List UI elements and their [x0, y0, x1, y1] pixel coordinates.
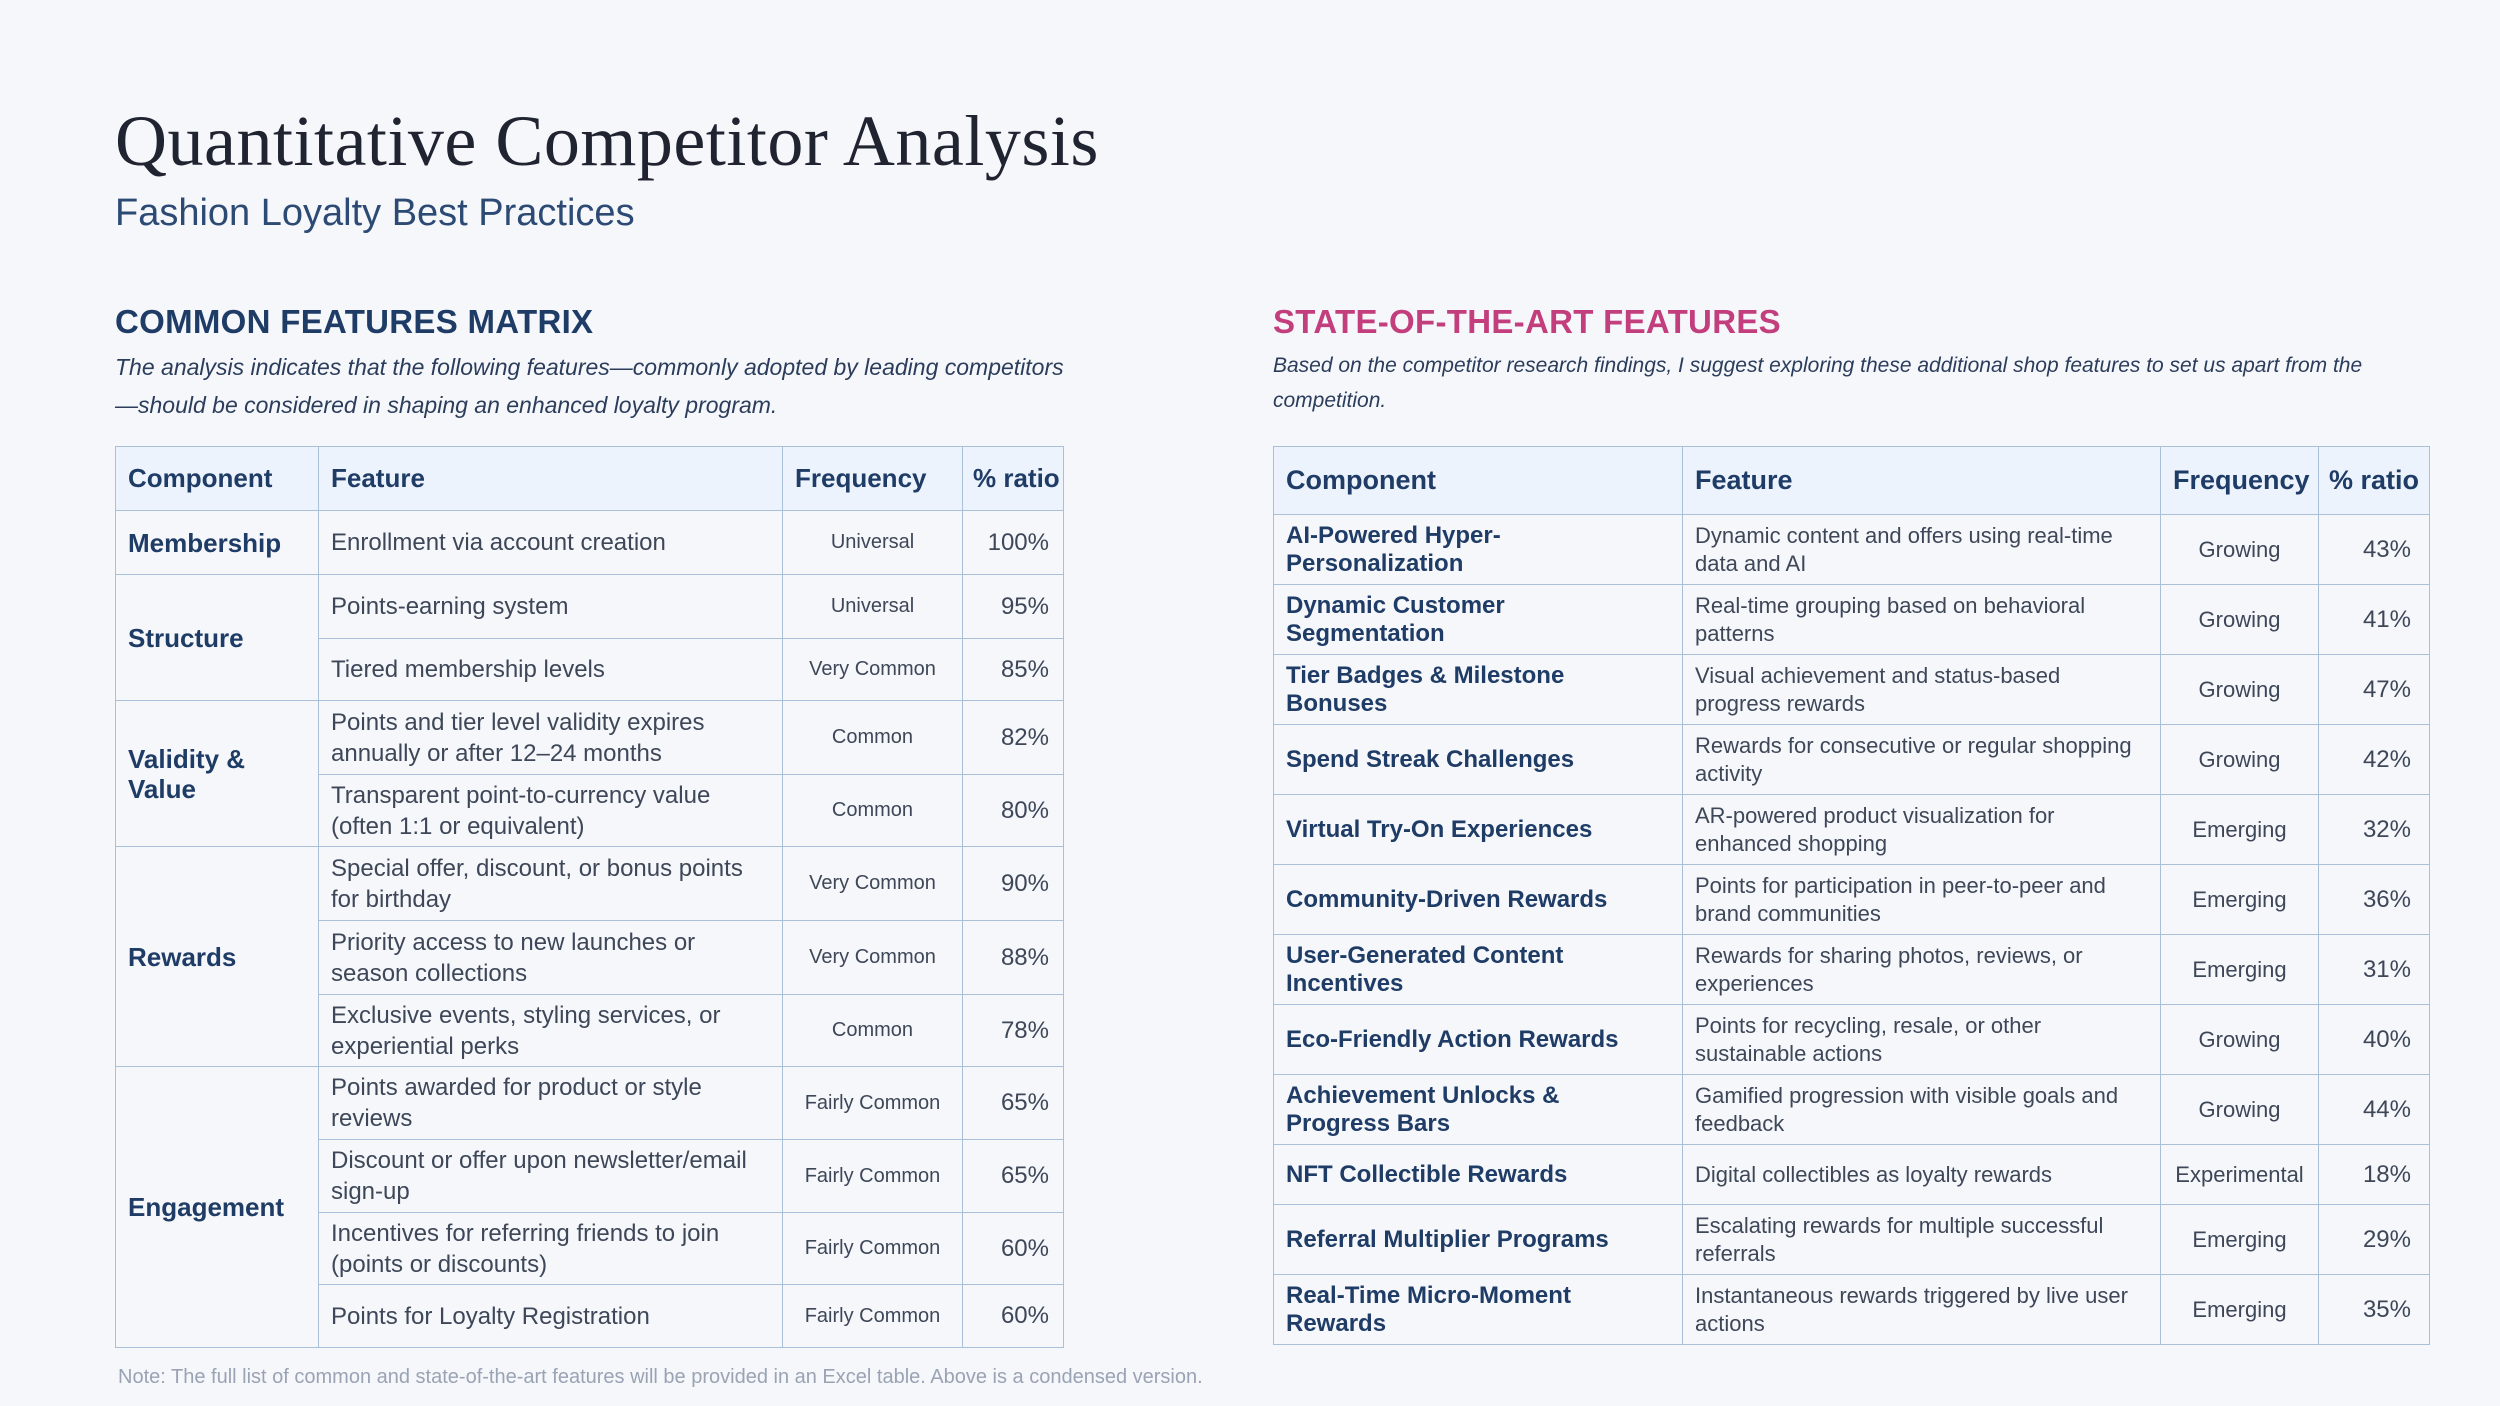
table-row: [116, 511, 1064, 575]
feature-cell: Transparent point-to-currency value (often 1:1 or equivalent): [319, 775, 783, 847]
table-row: [1274, 935, 2430, 1005]
feature-cell: Tiered membership levels: [319, 639, 783, 701]
frequency-cell: Growing: [2161, 655, 2319, 725]
component-cell: Achievement Unlocks & Progress Bars: [1274, 1075, 1683, 1145]
component-cell: Community-Driven Rewards: [1274, 865, 1683, 935]
feature-cell: Dynamic content and offers using real-time data and AI: [1683, 515, 2161, 585]
feature-cell: Incentives for referring friends to join (points or discounts): [319, 1213, 783, 1285]
component-cell: Engagement: [116, 1067, 319, 1348]
component-cell: Tier Badges & Milestone Bonuses: [1274, 655, 1683, 725]
column-header-ratio: % ratio: [963, 447, 1064, 511]
frequency-cell: Universal: [783, 575, 963, 639]
ratio-cell: 40%: [2319, 1005, 2430, 1075]
ratio-cell: 78%: [963, 995, 1064, 1067]
ratio-cell: 36%: [2319, 865, 2430, 935]
ratio-cell: 65%: [963, 1067, 1064, 1140]
column-header-feature: Feature: [319, 447, 783, 511]
feature-cell: Gamified progression with visible goals and feedback: [1683, 1075, 2161, 1145]
frequency-cell: Common: [783, 775, 963, 847]
frequency-cell: Fairly Common: [783, 1140, 963, 1213]
page-title: Quantitative Competitor Analysis: [115, 101, 1099, 181]
feature-cell: Special offer, discount, or bonus points for birthday: [319, 847, 783, 921]
state-of-the-art-heading: STATE-OF-THE-ART FEATURES: [1273, 303, 1781, 340]
frequency-cell: Emerging: [2161, 1275, 2319, 1345]
frequency-cell: Emerging: [2161, 1205, 2319, 1275]
feature-cell: Discount or offer upon newsletter/email sign-up: [319, 1140, 783, 1213]
ratio-cell: 88%: [963, 921, 1064, 995]
column-header-ratio: % ratio: [2319, 447, 2430, 515]
frequency-cell: Fairly Common: [783, 1213, 963, 1285]
feature-cell: Points and tier level validity expires annually or after 12–24 months: [319, 701, 783, 775]
column-header-frequency: Frequency: [783, 447, 963, 511]
table-row: [1274, 1005, 2430, 1075]
feature-cell: Enrollment via account creation: [319, 511, 783, 575]
frequency-cell: Growing: [2161, 1005, 2319, 1075]
ratio-cell: 18%: [2319, 1145, 2430, 1205]
ratio-cell: 44%: [2319, 1075, 2430, 1145]
component-cell: Real-Time Micro-Moment Rewards: [1274, 1275, 1683, 1345]
frequency-cell: Emerging: [2161, 935, 2319, 1005]
component-cell: Referral Multiplier Programs: [1274, 1205, 1683, 1275]
table-row: [116, 1067, 1064, 1140]
feature-cell: Points-earning system: [319, 575, 783, 639]
component-cell: Rewards: [116, 847, 319, 1067]
table-header-row: [1274, 447, 2430, 515]
component-cell: AI-Powered Hyper-Personalization: [1274, 515, 1683, 585]
ratio-cell: 95%: [963, 575, 1064, 639]
table-row: [116, 575, 1064, 639]
common-features-heading: COMMON FEATURES MATRIX: [115, 303, 594, 340]
frequency-cell: Growing: [2161, 725, 2319, 795]
common-features-intro: The analysis indicates that the following features—commonly adopted by leading competitors—should be considered in shaping an enhanced loyalty program.: [115, 354, 1064, 418]
ratio-cell: 31%: [2319, 935, 2430, 1005]
feature-cell: Escalating rewards for multiple successful referrals: [1683, 1205, 2161, 1275]
frequency-cell: Common: [783, 701, 963, 775]
ratio-cell: 85%: [963, 639, 1064, 701]
column-header-component: Component: [1274, 447, 1683, 515]
frequency-cell: Fairly Common: [783, 1067, 963, 1140]
feature-cell: Instantaneous rewards triggered by live user actions: [1683, 1275, 2161, 1345]
feature-cell: Points for Loyalty Registration: [319, 1285, 783, 1348]
ratio-cell: 47%: [2319, 655, 2430, 725]
component-cell: NFT Collectible Rewards: [1274, 1145, 1683, 1205]
component-cell: Spend Streak Challenges: [1274, 725, 1683, 795]
component-cell: Structure: [116, 575, 319, 701]
ratio-cell: 60%: [963, 1285, 1064, 1348]
feature-cell: Exclusive events, styling services, or experiential perks: [319, 995, 783, 1067]
frequency-cell: Fairly Common: [783, 1285, 963, 1348]
table-row: [116, 701, 1064, 775]
component-cell: Eco-Friendly Action Rewards: [1274, 1005, 1683, 1075]
table-row: [1274, 515, 2430, 585]
table-row: [1274, 725, 2430, 795]
table-header-row: [116, 447, 1064, 511]
frequency-cell: Very Common: [783, 639, 963, 701]
feature-cell: Rewards for consecutive or regular shopping activity: [1683, 725, 2161, 795]
common-features-table: [115, 446, 1064, 1348]
column-header-component: Component: [116, 447, 319, 511]
table-row: [1274, 585, 2430, 655]
ratio-cell: 43%: [2319, 515, 2430, 585]
feature-cell: Real-time grouping based on behavioral patterns: [1683, 585, 2161, 655]
frequency-cell: Emerging: [2161, 865, 2319, 935]
state-of-the-art-table: [1273, 446, 2430, 1345]
feature-cell: Points for recycling, resale, or other sustainable actions: [1683, 1005, 2161, 1075]
frequency-cell: Emerging: [2161, 795, 2319, 865]
ratio-cell: 100%: [963, 511, 1064, 575]
ratio-cell: 32%: [2319, 795, 2430, 865]
state-of-the-art-intro: Based on the competitor research findings, I suggest exploring these additional shop features to set us apart from the competition.: [1273, 354, 2363, 412]
state-of-the-art-section: [1273, 300, 2429, 1337]
footnote: Note: The full list of common and state-of-the-art features will be provided in an Excel table. Above is a condensed version.: [118, 1366, 1203, 1388]
ratio-cell: 90%: [963, 847, 1064, 921]
frequency-cell: Very Common: [783, 847, 963, 921]
ratio-cell: 42%: [2319, 725, 2430, 795]
frequency-cell: Very Common: [783, 921, 963, 995]
feature-cell: AR-powered product visualization for enhanced shopping: [1683, 795, 2161, 865]
ratio-cell: 29%: [2319, 1205, 2430, 1275]
frequency-cell: Universal: [783, 511, 963, 575]
table-row: [1274, 865, 2430, 935]
frequency-cell: Growing: [2161, 1075, 2319, 1145]
ratio-cell: 35%: [2319, 1275, 2430, 1345]
feature-cell: Points for participation in peer-to-peer and brand communities: [1683, 865, 2161, 935]
feature-cell: Visual achievement and status-based progress rewards: [1683, 655, 2161, 725]
frequency-cell: Growing: [2161, 515, 2319, 585]
table-row: [1274, 1145, 2430, 1205]
feature-cell: Digital collectibles as loyalty rewards: [1683, 1145, 2161, 1205]
feature-cell: Priority access to new launches or season collections: [319, 921, 783, 995]
table-row: [1274, 1205, 2430, 1275]
table-row: [116, 847, 1064, 921]
table-row: [1274, 1275, 2430, 1345]
table-row: [1274, 655, 2430, 725]
common-features-section: [115, 300, 1064, 1330]
frequency-cell: Experimental: [2161, 1145, 2319, 1205]
frequency-cell: Common: [783, 995, 963, 1067]
component-cell: Membership: [116, 511, 319, 575]
component-cell: Virtual Try-On Experiences: [1274, 795, 1683, 865]
column-header-feature: Feature: [1683, 447, 2161, 515]
table-row: [1274, 795, 2430, 865]
component-cell: User-Generated Content Incentives: [1274, 935, 1683, 1005]
feature-cell: Points awarded for product or style reviews: [319, 1067, 783, 1140]
page-subtitle: Fashion Loyalty Best Practices: [115, 192, 635, 234]
feature-cell: Rewards for sharing photos, reviews, or experiences: [1683, 935, 2161, 1005]
component-cell: Dynamic Customer Segmentation: [1274, 585, 1683, 655]
ratio-cell: 41%: [2319, 585, 2430, 655]
column-header-frequency: Frequency: [2161, 447, 2319, 515]
ratio-cell: 82%: [963, 701, 1064, 775]
frequency-cell: Growing: [2161, 585, 2319, 655]
ratio-cell: 80%: [963, 775, 1064, 847]
ratio-cell: 60%: [963, 1213, 1064, 1285]
ratio-cell: 65%: [963, 1140, 1064, 1213]
table-row: [1274, 1075, 2430, 1145]
component-cell: Validity & Value: [116, 701, 319, 847]
